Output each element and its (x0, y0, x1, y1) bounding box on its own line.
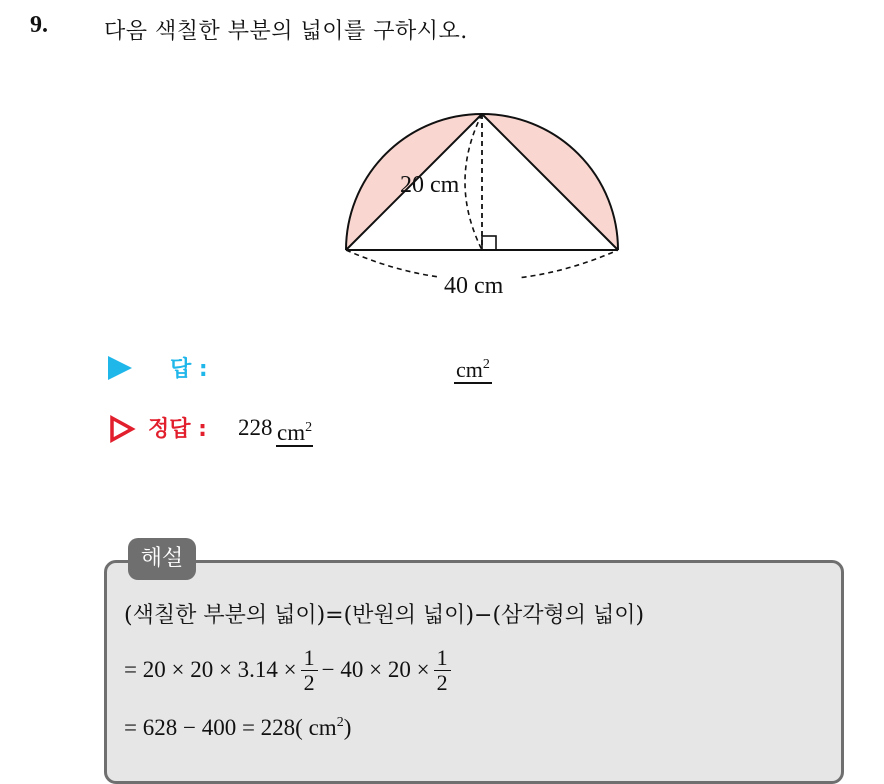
fraction-one-half-1 (301, 646, 318, 695)
play-triangle-icon (108, 356, 132, 380)
explanation-line-3 (124, 708, 351, 748)
answer-label: 답 : (170, 357, 208, 382)
fraction-one-half-2 (434, 646, 451, 695)
fraction-1-numerator: 1 (301, 646, 318, 671)
base-length-label: 40 cm (444, 273, 504, 299)
fraction-1-denominator: 2 (303, 669, 315, 695)
correct-unit-exponent: 2 (305, 420, 313, 435)
explanation-line-3-unit: $cm^2$ (308, 715, 344, 740)
outline-triangle-icon (108, 415, 136, 443)
side-length-label: 20 cm (400, 172, 460, 198)
correct-value: 228 (238, 415, 273, 440)
question-number: 9. (30, 12, 48, 38)
semicircle-figure (320, 90, 650, 320)
explanation-line-1: (색칠한 부분의 넓이)=(반원의 넓이)−(삼각형의 넓이) (124, 603, 645, 628)
explanation-tag: 해설 (128, 538, 196, 580)
answer-unit-blank[interactable] (454, 353, 492, 384)
fraction-2-numerator: 1 (434, 646, 451, 671)
correct-unit (276, 415, 313, 447)
explanation-line-2 (124, 640, 455, 700)
correct-unit-text: cm (277, 420, 306, 445)
question-text: 다음 색칠한 부분의 넓이를 구하시오. (104, 19, 468, 44)
explanation-line-3-text: = 628 − 400 = 228( (124, 715, 303, 740)
right-angle-mark (482, 236, 496, 250)
explanation-line-2-part-1: = 20 × 20 × 3.14 × (124, 657, 297, 682)
semicircle-diagram (320, 90, 650, 320)
explanation-line-3-close: ) (343, 715, 352, 740)
correct-label: 정답 : (148, 417, 207, 442)
answer-unit-exponent: 2 (482, 357, 490, 372)
explanation-line-3-exponent: 2 (336, 715, 344, 730)
explanation-line-2-part-2: − 40 × 20 × (321, 657, 430, 682)
fraction-2-denominator: 2 (436, 669, 448, 695)
answer-unit-text: cm (456, 357, 483, 382)
answer-row (108, 350, 608, 386)
correct-answer-row (108, 410, 608, 450)
